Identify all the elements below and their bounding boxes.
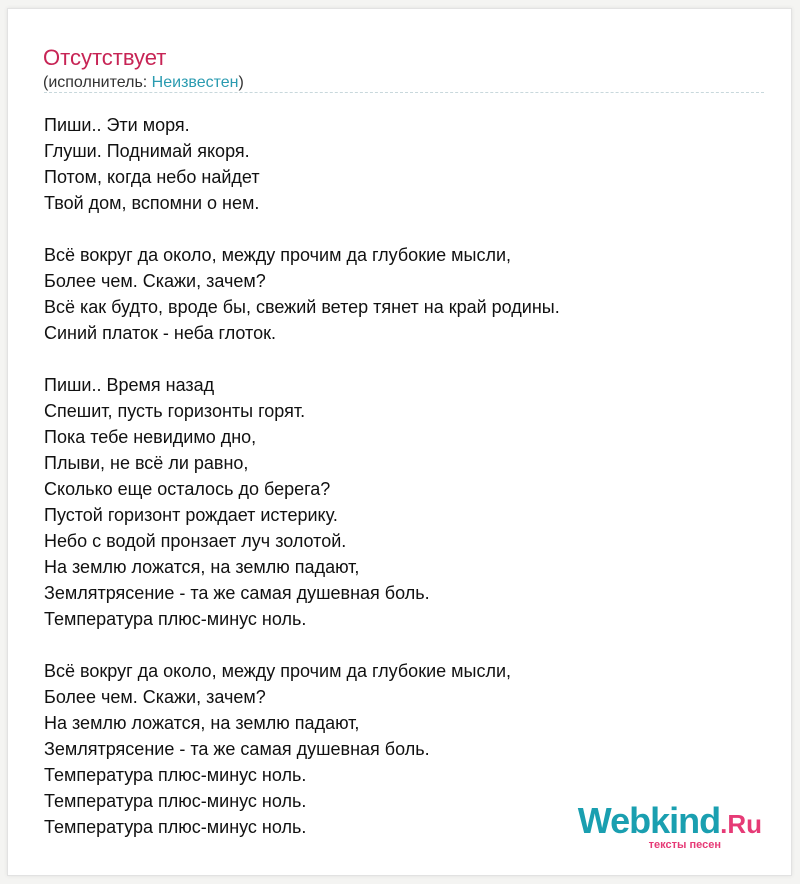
artist-prefix: (исполнитель: [43, 74, 152, 91]
lyrics-body [44, 112, 784, 866]
lyrics-line: Землятрясение - та же самая душевная боль. [44, 739, 430, 759]
logo-tld: .Ru [720, 809, 762, 839]
lyrics-line: Температура плюс-минус ноль. [44, 609, 307, 629]
lyrics-stanza [44, 372, 784, 632]
lyrics-line: Температура плюс-минус ноль. [44, 817, 307, 837]
lyrics-line: Всё вокруг да около, между прочим да глубокие мысли, [44, 245, 512, 265]
lyrics-line: Твой дом, вспомни о нем. [44, 193, 260, 213]
lyrics-line: Пиши.. Время назад [44, 375, 215, 395]
divider [44, 92, 764, 93]
lyrics-line: Плыви, не всё ли равно, [44, 453, 249, 473]
lyrics-line: На землю ложатся, на землю падают, [44, 713, 360, 733]
lyrics-line: Спешит, пусть горизонты горят. [44, 401, 306, 421]
lyrics-line: На землю ложатся, на землю падают, [44, 557, 360, 577]
lyrics-line: Всё как будто, вроде бы, свежий ветер тянет на край родины. [44, 297, 560, 317]
logo-tagline: тексты песен [648, 839, 721, 851]
lyrics-line: Пиши.. Эти моря. [44, 115, 190, 135]
lyrics-line: Синий платок - неба глоток. [44, 323, 276, 343]
artist-suffix: ) [238, 74, 244, 91]
lyrics-line: Всё вокруг да около, между прочим да глубокие мысли, [44, 661, 512, 681]
lyrics-line: Сколько еще осталось до берега? [44, 479, 331, 499]
lyrics-card [7, 8, 792, 876]
lyrics-line: Температура плюс-минус ноль. [44, 765, 307, 785]
lyrics-line: Глуши. Поднимай якоря. [44, 141, 250, 161]
lyrics-line: Пустой горизонт рождает истерику. [44, 505, 338, 525]
lyrics-line: Пока тебе невидимо дно, [44, 427, 257, 447]
lyrics-stanza [44, 242, 784, 346]
artist-line [43, 73, 244, 93]
lyrics-line: Небо с водой пронзает луч золотой. [44, 531, 347, 551]
lyrics-line: Землятрясение - та же самая душевная боль. [44, 583, 430, 603]
lyrics-line: Более чем. Скажи, зачем? [44, 271, 266, 291]
lyrics-line: Температура плюс-минус ноль. [44, 791, 307, 811]
lyrics-stanza [44, 112, 784, 216]
logo-wordmark [578, 801, 762, 844]
lyrics-line: Потом, когда небо найдет [44, 167, 260, 187]
webkind-logo[interactable] [572, 801, 762, 851]
song-title: Отсутствует [43, 45, 167, 70]
artist-link[interactable]: Неизвестен [151, 74, 239, 91]
logo-brand: Webkind [577, 800, 721, 841]
lyrics-line: Более чем. Скажи, зачем? [44, 687, 266, 707]
